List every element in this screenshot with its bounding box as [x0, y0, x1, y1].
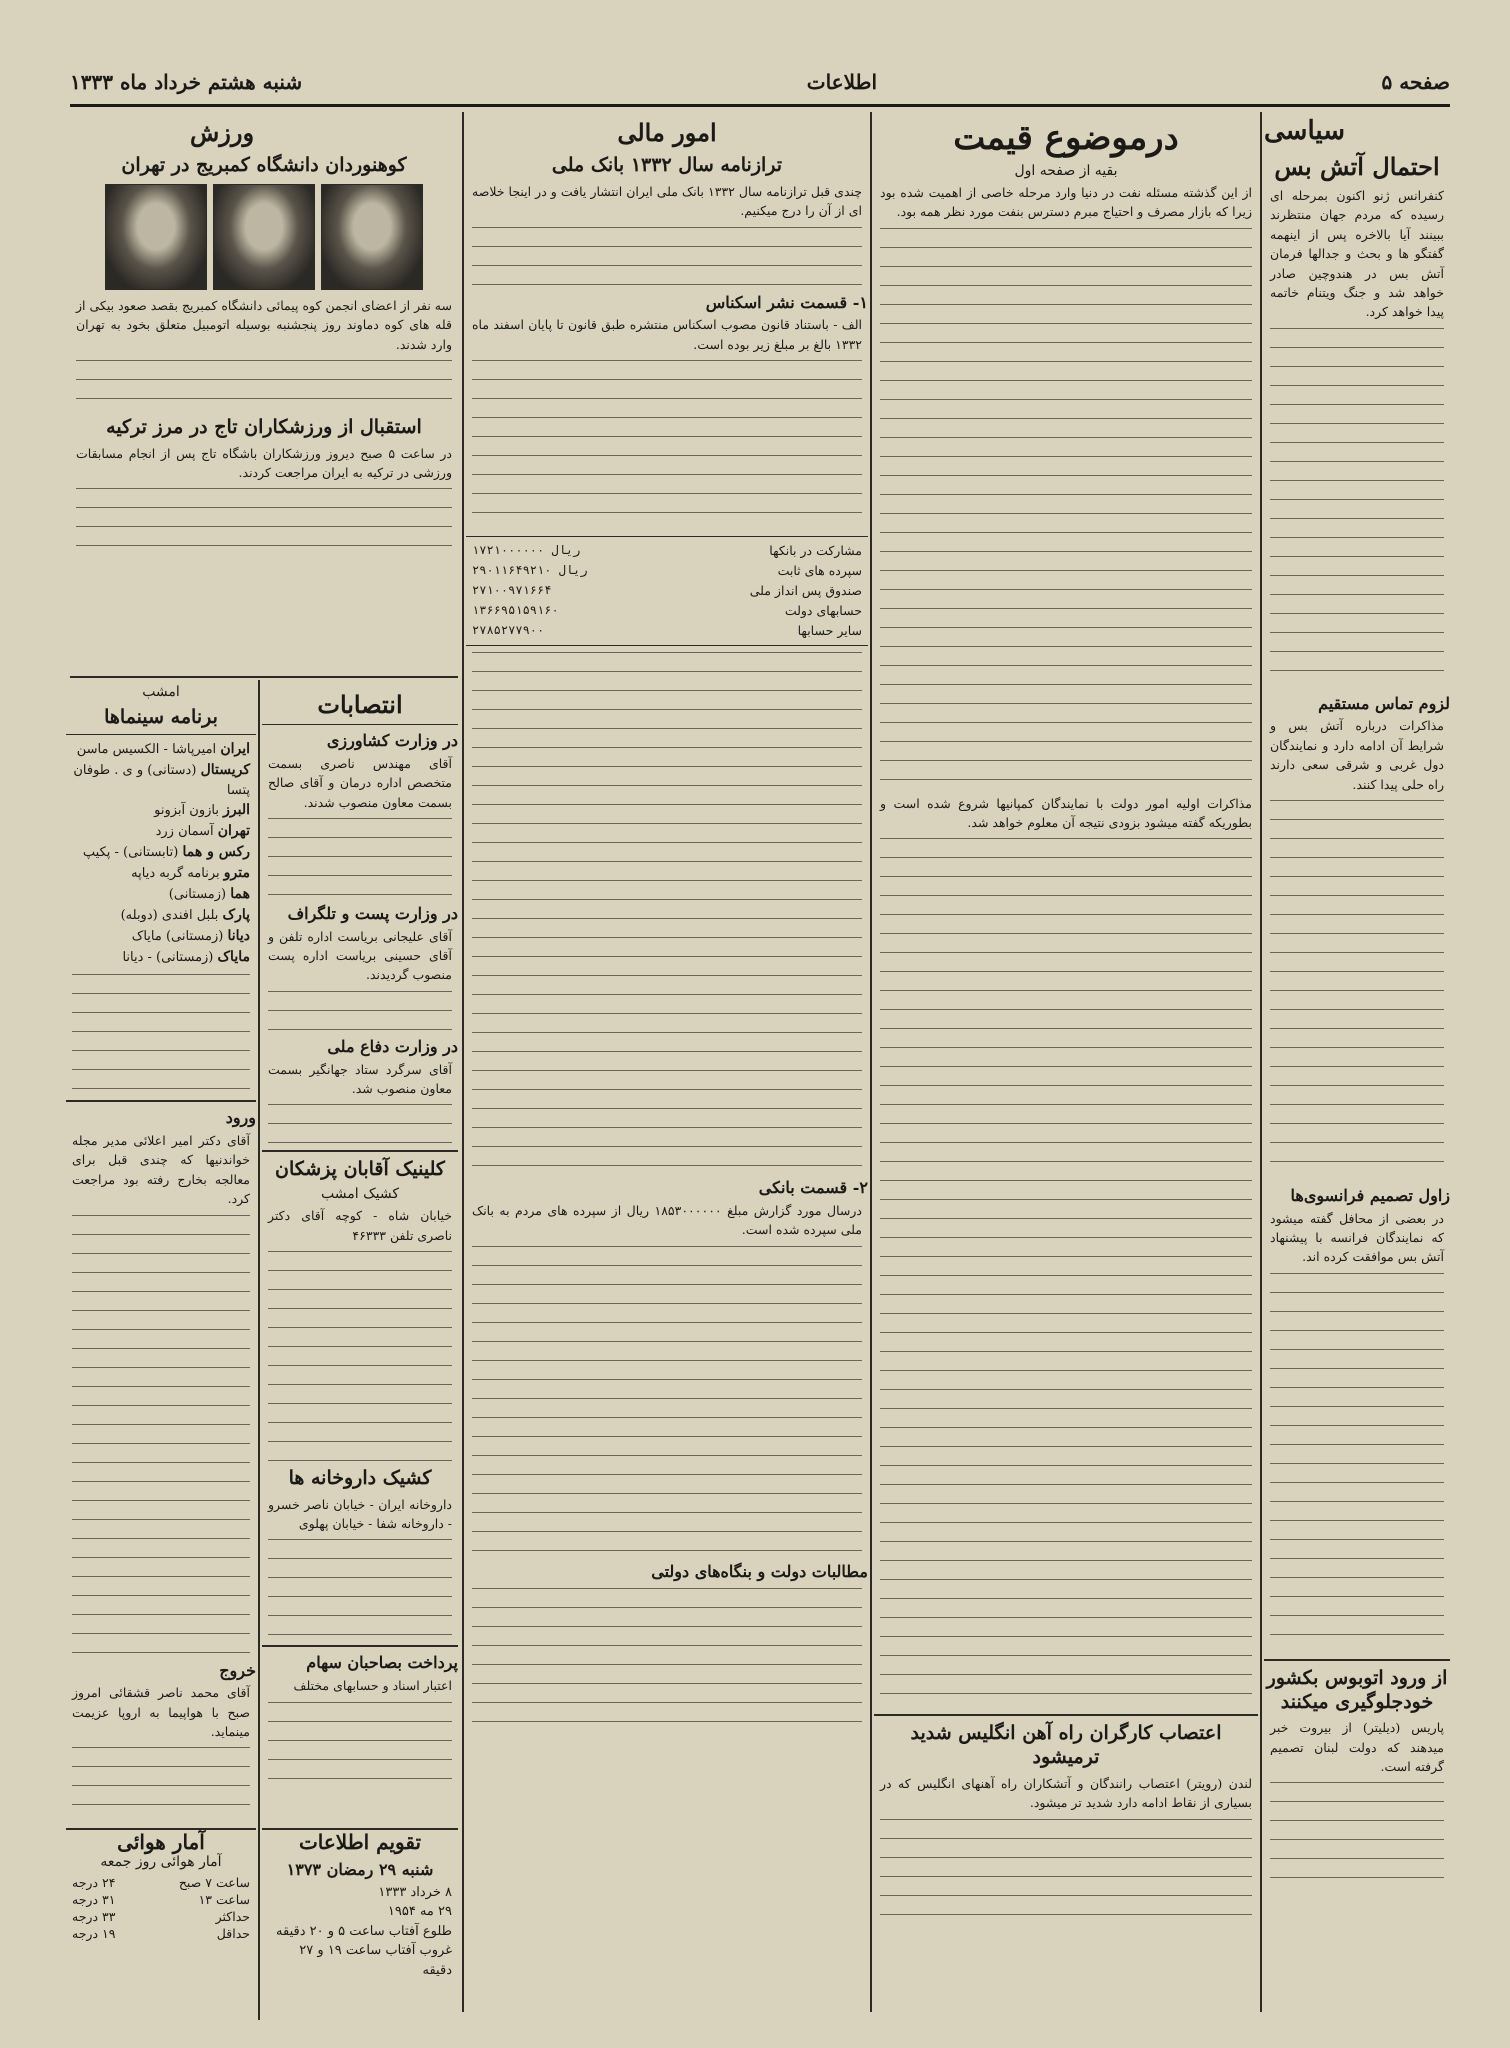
- arrivals-body: آقای دکتر امیر اعلائی مدیر مجله خواندنیها که چندی قبل برای معالجه بخارج رفته بود مراجعت کرد.: [72, 1133, 250, 1207]
- text-block: [472, 1246, 862, 1556]
- bus-headline: از ورود اتوبوس بکشور خودجلوگیری میکنند: [1266, 1666, 1448, 1713]
- text-block: [268, 818, 452, 898]
- strike-body: لندن (رویتر) اعتصاب رانندگان و آتشکاران راه آهنهای انگلیس که در بسیاری از نقاط ادامه دارد شدید تر میشود.: [880, 1775, 1252, 1811]
- calendar-date: شنبه ۲۹ رمضان ۱۳۷۳: [286, 1860, 434, 1879]
- text-block: [472, 1588, 862, 1738]
- dividends-body: اعتبار اسناد و حسابهای مختلف: [293, 1678, 452, 1694]
- calendar-title: تقویم اطلاعات: [298, 1830, 422, 1854]
- text-block: [268, 1104, 452, 1144]
- price-body-2: مذاکرات اولیه امور دولت با نمایندگان کمپانیها شروع شده است و بطوریکه گفته میشود بزودی نتیجه آن معلوم خواهد شد.: [880, 795, 1252, 830]
- climber-photo: [213, 184, 315, 290]
- text-block: [76, 488, 452, 548]
- sport-body: سه نفر از اعضای انجمن کوه پیمائی دانشگاه کمبریج بقصد صعود بیکی از قله های کوه دماوند روز پنجشنبه بوسیله اتومبیل متعلق بخود به تهران وارد شدند.: [76, 297, 452, 352]
- ministry-heading: در وزارت دفاع ملی: [327, 1036, 458, 1056]
- politics-column: [1264, 112, 1450, 2042]
- sport-headline-2: استقبال از ورزشکاران تاج در مرز ترکیه: [106, 415, 422, 438]
- cinema-column: [66, 684, 256, 2004]
- weather-title: آمار هوائی: [117, 1830, 205, 1854]
- text-block: [472, 652, 862, 1172]
- cinema-item: البرز بازون آبزونو: [154, 802, 250, 819]
- cinema-item: دیانا (زمستانی) مایاک: [131, 928, 250, 945]
- politics-headline: احتمال آتش بس: [1274, 152, 1440, 181]
- text-block: [1270, 328, 1444, 688]
- column-divider: [462, 112, 464, 2012]
- masthead-rule: [70, 104, 1450, 107]
- calendar-line: ۲۹ مه ۱۹۵۴: [387, 1904, 452, 1920]
- cinema-item: مایاک (زمستانی) - دیانا: [122, 949, 250, 966]
- finance-row: سپرده های ثابت ۲۹۰۱۱۶۴۹۲۱۰ ریال: [472, 563, 862, 579]
- cinema-item: هما (زمستانی): [168, 886, 250, 903]
- politics-subhead-2: زاول تصمیم فرانسوی‌ها: [1290, 1185, 1450, 1205]
- ministry-body: آقای سرگرد ستاد جهانگیر بسمت معاون منصوب شد.: [268, 1061, 452, 1097]
- weather-row: حداکثر ۳۳ درجه: [72, 1909, 250, 1924]
- bus-body: پاریس (دیلیتر) از بیروت خبر میدهند که دولت لبنان تصمیم گرفته است.: [1270, 1720, 1444, 1775]
- rule: [466, 645, 868, 646]
- departures-heading: خروج: [219, 1660, 256, 1680]
- column-divider: [870, 112, 872, 2012]
- politics-body-2: مذاکرات درباره آتش بس و شرایط آن ادامه دارد و نمایندگان دول غربی و شرقی سعی دارند راه حلی پیدا کنند.: [1270, 718, 1444, 792]
- text-block: [268, 1251, 452, 1461]
- text-block: [72, 1747, 250, 1817]
- price-continued: بقیه از صفحه اول: [1014, 162, 1118, 179]
- column-divider: [1260, 112, 1262, 2012]
- rule: [262, 1150, 458, 1152]
- cinema-item: تهران آسمان زرد: [155, 823, 250, 840]
- text-block: [268, 1702, 452, 1792]
- climber-photo: [105, 184, 207, 290]
- weather-row: ساعت ۷ صبح ۲۴ درجه: [72, 1875, 250, 1890]
- finance-row: صندوق پس انداز ملی ۲۷۱۰۰۹۷۱۶۶۴: [472, 583, 862, 599]
- text-block: [1270, 1782, 1444, 1892]
- text-block: [72, 974, 250, 1094]
- rule: [70, 676, 458, 678]
- rule: [874, 1714, 1258, 1716]
- price-body: از این گذشته مسئله نفت در دنیا وارد مرحله خاصی از اهمیت شده بود زیرا که بازار مصرف و احتیاج مبرم دسترس بنفت مورد نظر همه بود.: [880, 184, 1252, 220]
- text-block: [1270, 800, 1444, 1180]
- arrivals-heading: ورود: [225, 1108, 256, 1128]
- ministry-body: آقای علیجانی بریاست اداره تلفن و آقای حسینی بریاست اداره پست منصوب گردیدند.: [268, 928, 452, 983]
- finance-row: حسابهای دولت ۱۳۶۶۹۵۱۵۹۱۶۰: [472, 603, 862, 619]
- sport-subhead: کوهنوردان دانشگاه کمبریج در تهران: [121, 154, 407, 176]
- text-block: [72, 1215, 250, 1655]
- masthead: [70, 62, 1450, 102]
- text-block: [880, 838, 1252, 1708]
- weather-box: [66, 1828, 256, 2010]
- finance-section-2: ۲- قسمت بانکی: [758, 1178, 868, 1198]
- pharmacy-body: داروخانه ایران - خیابان ناصر خسرو - داروخانه شفا - خیابان پهلوی: [268, 1496, 452, 1532]
- clinic-body: خیابان شاه - کوچه آقای دکتر ناصری تلفن ۴۶۳۳۳: [268, 1208, 452, 1243]
- cinema-item: مترو برنامه گربه دیاپه: [131, 865, 250, 882]
- weather-row: حداقل ۱۹ درجه: [72, 1926, 250, 1941]
- rule: [466, 536, 868, 537]
- text-block: [880, 1819, 1252, 1919]
- price-column: [874, 112, 1258, 2042]
- finance-footnote: مطالبات دولت و بنگاه‌های دولتی: [651, 1561, 868, 1581]
- departures-body: آقای محمد ناصر قشقائی امروز صبح با هواپیما به اروپا عزیمت مینماید.: [72, 1685, 250, 1740]
- cinema-item: پارک بلبل افندی (دوبله): [120, 907, 250, 924]
- finance-row: مشارکت در بانکها ۱۷۲۱۰۰۰۰۰۰ ریال: [472, 543, 862, 559]
- politics-body-3: در بعضی از محافل گفته میشود که نمایندگان فرانسه با پیشنهاد آتش بس موافقت کرده اند.: [1270, 1210, 1444, 1265]
- sport-column: [70, 112, 458, 682]
- price-headline: درموضوع قیمت: [953, 118, 1179, 158]
- finance-column: [466, 112, 868, 2042]
- clinic-headline: کلینیک آقابان پزشکان: [275, 1158, 445, 1181]
- climber-photo: [321, 184, 423, 290]
- cinema-item: کریستال (دستانی) و ی . طوفان پتسا: [73, 761, 250, 798]
- calendar-line: ۸ خرداد ۱۳۳۳: [378, 1884, 452, 1900]
- cinema-headline: برنامه سینماها: [104, 706, 218, 728]
- paper-name: اطلاعات: [806, 70, 877, 94]
- rule: [262, 724, 458, 725]
- calendar-sunset: غروب آفتاب ساعت ۱۹ و ۲۷ دقیقه: [299, 1943, 452, 1978]
- finance-subhead: ترازنامه سال ۱۳۳۲ بانک ملی: [551, 154, 783, 176]
- appointments-column: [262, 684, 458, 2004]
- text-block: [76, 360, 452, 410]
- appointments-headline: انتصابات: [317, 690, 403, 719]
- issue-date: شنبه هشتم خرداد ماه ۱۳۳۳: [70, 70, 303, 94]
- weather-subtitle: آمار هوائی روز جمعه: [100, 1854, 222, 1870]
- rule: [262, 1645, 458, 1647]
- rule: [1264, 1659, 1450, 1661]
- finance-body-2: الف - باستناد قانون مصوب اسکناس منتشره طبق قانون تا پایان اسفند ماه ۱۳۳۲ بالغ بر مبلغ زیر بوده است.: [472, 317, 862, 352]
- section-tag-politics: سیاسی: [1264, 116, 1346, 146]
- text-block: [268, 991, 452, 1031]
- text-block: [268, 1539, 452, 1639]
- dividends-headline: پرداخت بصاحبان سهام: [306, 1653, 458, 1673]
- finance-row: سایر حسابها ۲۷۸۵۲۷۷۹۰۰: [472, 623, 862, 639]
- rule: [66, 1100, 256, 1102]
- column-divider: [258, 680, 260, 2020]
- cinema-item: ایران امیرپاشا - الکسیس ماسن: [76, 740, 250, 757]
- text-block: [1270, 1273, 1444, 1653]
- finance-headline: امور مالی: [617, 118, 717, 147]
- text-block: [880, 228, 1252, 788]
- politics-body: کنفرانس ژنو اکنون بمرحله ای رسیده که مردم جهان منتظرند ببینند آیا بالاخره پس از اینهمه گفتگو ها و بحث و جدالها فرمان آتش بس در هندوچین صادر خواهد شد و جنگ ویتنام خاتمه پیدا خواهد کرد.: [1270, 188, 1444, 320]
- finance-body-3: درسال مورد گزارش مبلغ ۱۸۵۳۰۰۰۰۰۰ ریال از سپرده های مردم به بانک ملی سپرده شده است.: [472, 1202, 862, 1238]
- cinema-item: رکس و هما (تابستانی) - پکیپ: [82, 844, 250, 861]
- page-number: صفحه ۵: [1381, 70, 1450, 94]
- strike-headline: اعتصاب کارگران راه آهن انگلیس شدید ترمیشود: [910, 1722, 1222, 1769]
- ministry-heading: در وزارت پست و تلگراف: [287, 903, 458, 923]
- rule: [66, 734, 256, 735]
- politics-subhead-1: لزوم تماس مستقیم: [1318, 693, 1450, 713]
- cinema-tonight-label: امشب: [142, 684, 180, 700]
- clinic-sub: کشیک امشب: [321, 1186, 399, 1203]
- calendar-sunrise: طلوع آفتاب ساعت ۵ و ۲۰ دقیقه: [276, 1923, 452, 1939]
- finance-body: چندی قبل ترازنامه سال ۱۳۳۲ بانک ملی ایران انتشار یافت و در اینجا خلاصه ای از آن را درج میکنیم.: [472, 183, 863, 219]
- sport-body-2: در ساعت ۵ صبح دیروز ورزشکاران باشگاه تاج پس از انجام مسابقات ورزشی در ترکیه به ایران مراجعت کردند.: [76, 445, 452, 480]
- text-block: [472, 227, 862, 287]
- ministry-body: آقای مهندس ناصری بسمت متخصص اداره درمان و آقای صالح بسمت معاون منصوب شدند.: [268, 755, 452, 810]
- text-block: [472, 360, 862, 530]
- pharmacy-headline: کشیک داروخانه ها: [288, 1466, 432, 1489]
- ministry-heading: در وزارت کشاورزی: [326, 731, 458, 750]
- finance-section-1: ۱- قسمت نشر اسکناس: [705, 292, 868, 312]
- sport-headline: ورزش: [190, 118, 255, 147]
- calendar-box: [262, 1828, 458, 2010]
- climbers-photos: [70, 184, 458, 290]
- weather-row: ساعت ۱۳ ۳۱ درجه: [72, 1892, 250, 1907]
